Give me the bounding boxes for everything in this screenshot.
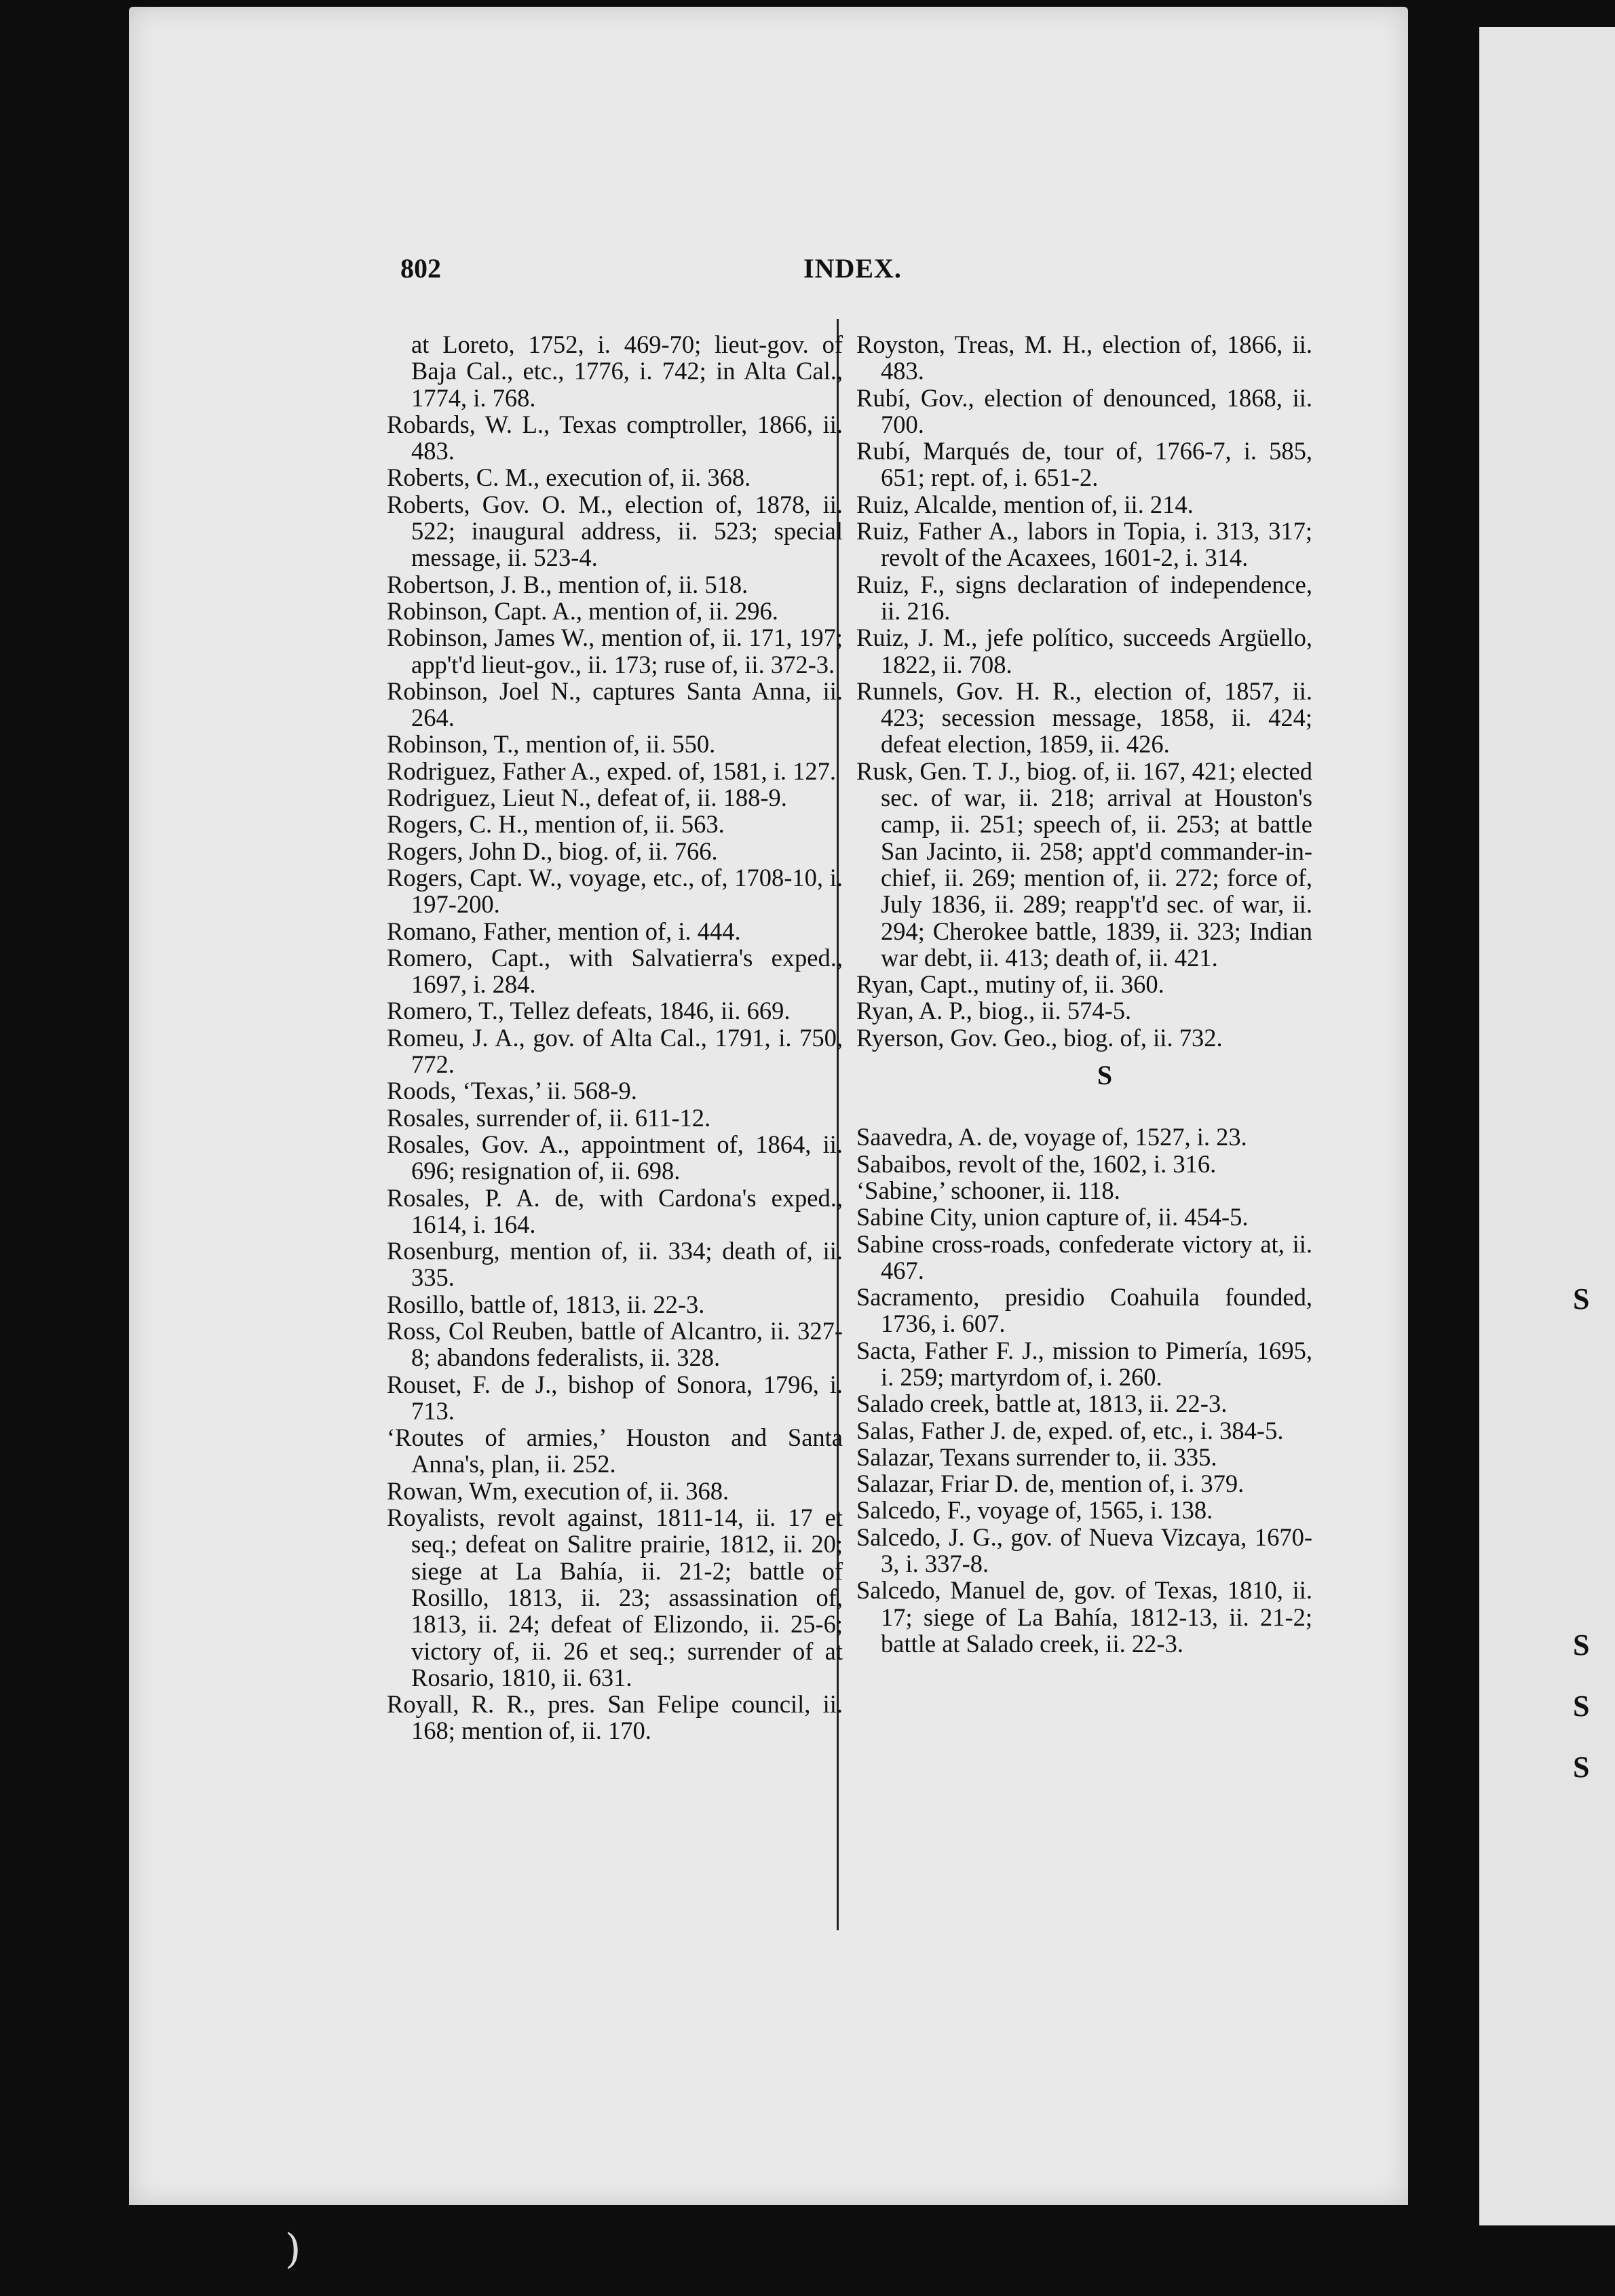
index-entry: Salcedo, F., voyage of, 1565, i. 138. <box>856 1496 1213 1525</box>
index-entry: Roberts, Gov. O. M., election of, 1878, ii. 522; inaugural address, ii. 523; special message, ii. 523-4. <box>387 490 843 572</box>
index-entry: Rodriguez, Lieut N., defeat of, ii. 188-9. <box>387 784 787 812</box>
index-column-left <box>387 331 843 1744</box>
index-entry: Robards, W. L., Texas comptroller, 1866, ii. 483. <box>387 410 843 465</box>
index-entry: Robertson, J. B., mention of, ii. 518. <box>387 570 748 598</box>
facing-page-letter: S <box>1573 1628 1590 1662</box>
index-entry: Sacta, Father F. J., mission to Pimería, 1695, i. 259; martyrdom of, i. 260. <box>856 1336 1312 1391</box>
index-entry: Robinson, Joel N., captures Santa Anna, ii. 264. <box>387 676 843 732</box>
section-letter-heading: S <box>1097 1060 1113 1091</box>
index-entry: ‘Routes of armies,’ Houston and Santa Anna's, plan, ii. 252. <box>387 1423 843 1478</box>
index-entry: Royston, Treas, M. H., election of, 1866, ii. 483. <box>856 330 1312 385</box>
index-entry: Salado creek, battle at, 1813, ii. 22-3. <box>856 1390 1228 1418</box>
index-entry: Robinson, T., mention of, ii. 550. <box>387 730 716 759</box>
index-entry: Ruiz, Alcalde, mention of, ii. 214. <box>856 490 1194 518</box>
index-entry: ‘Sabine,’ schooner, ii. 118. <box>856 1176 1120 1204</box>
index-entry: Salazar, Texans surrender to, ii. 335. <box>856 1442 1217 1471</box>
index-entry: Salas, Father J. de, exped. of, etc., i. 384-5. <box>856 1416 1284 1444</box>
index-entry: Royalists, revolt against, 1811-14, ii. 17 et seq.; defeat on Salitre prairie, 1812, ii. 20; siege at La Bahía, ii. 21-2; battle of Rosillo, 1813, ii. 23; assassination of, 1813, ii. 24; defeat of Elizondo, ii. 25-6; victory of, ii. 26 et seq.; surrender of at Rosario, 1810, ii. 631. <box>387 1504 843 1691</box>
index-entry: Romero, Capt., with Salvatierra's exped., 1697, i. 284. <box>387 943 843 999</box>
index-entry: Robinson, Capt. A., mention of, ii. 296. <box>387 596 778 625</box>
index-entry: Sabine City, union capture of, ii. 454-5. <box>856 1203 1249 1231</box>
index-entry: Rubí, Marqués de, tour of, 1766-7, i. 585, 651; rept. of, i. 651-2. <box>856 437 1312 492</box>
index-entry: Rogers, John D., biog. of, ii. 766. <box>387 837 718 865</box>
index-entry: Royall, R. R., pres. San Felipe council, ii. 168; mention of, ii. 170. <box>387 1690 843 1745</box>
index-entry: Ruiz, F., signs declaration of independence, ii. 216. <box>856 570 1312 625</box>
margin-mark: ) <box>285 2225 301 2273</box>
facing-page-edge <box>1479 27 1615 2225</box>
facing-page-letter: S <box>1573 1282 1590 1316</box>
index-entry: Robinson, James W., mention of, ii. 171, 197; app't'd lieut-gov., ii. 173; ruse of, ii. 372-3. <box>387 624 843 678</box>
index-entry: Ruiz, Father A., labors in Topia, i. 313, 317; revolt of the Acaxees, 1601-2, i. 314. <box>856 517 1312 572</box>
facing-page-letters <box>1573 1269 1589 1798</box>
index-entry: Ryan, A. P., biog., ii. 574-5. <box>856 997 1132 1025</box>
page-number: 802 <box>400 253 441 284</box>
index-entry: Roods, ‘Texas,’ ii. 568-9. <box>387 1077 637 1105</box>
index-entry: Rosillo, battle of, 1813, ii. 22-3. <box>387 1290 705 1318</box>
index-entry: Rosales, P. A. de, with Cardona's exped., 1614, i. 164. <box>387 1183 843 1238</box>
index-entry: Rusk, Gen. T. J., biog. of, ii. 167, 421; elected sec. of war, ii. 218; arrival at Houston's camp, ii. 251; speech of, ii. 253; at battle San Jacinto, ii. 258; appt'd commander-in-chief, ii. 269; mention of, ii. 272; force of, July 1836, ii. 289; reapp't'd sec. of war, ii. 294; Cherokee battle, 1839, ii. 323; Indian war debt, ii. 413; death of, ii. 421. <box>856 757 1312 972</box>
index-entry: Salcedo, J. G., gov. of Nueva Vizcaya, 1670-3, i. 337-8. <box>856 1523 1312 1578</box>
index-entry: Runnels, Gov. H. R., election of, 1857, ii. 423; secession message, 1858, ii. 424; defeat election, 1859, ii. 426. <box>856 676 1312 759</box>
index-entry: Ross, Col Reuben, battle of Alcantro, ii. 327-8; abandons federalists, ii. 328. <box>387 1316 843 1372</box>
index-entry: Salcedo, Manuel de, gov. of Texas, 1810, ii. 17; siege of La Bahía, 1812-13, ii. 21-2; battle at Salado creek, ii. 22-3. <box>856 1576 1312 1658</box>
index-entry: Rosales, surrender of, ii. 611-12. <box>387 1103 711 1132</box>
index-entry: Sabaibos, revolt of the, 1602, i. 316. <box>856 1149 1217 1178</box>
index-entry: Rouset, F. de J., bishop of Sonora, 1796, i. 713. <box>387 1370 843 1425</box>
index-entry: Rogers, Capt. W., voyage, etc., of, 1708-10, i. 197-200. <box>387 863 843 919</box>
page-title: INDEX. <box>803 253 902 284</box>
index-entry: Rodriguez, Father A., exped. of, 1581, i. 127. <box>387 757 836 785</box>
index-entry: Ryerson, Gov. Geo., biog. of, ii. 732. <box>856 1023 1223 1052</box>
facing-page-letter: S <box>1573 1750 1590 1784</box>
index-entry: Sabine cross-roads, confederate victory at, ii. 467. <box>856 1229 1312 1284</box>
facing-page-letter: S <box>1573 1689 1590 1723</box>
index-entry: Rosenburg, mention of, ii. 334; death of, ii. 335. <box>387 1237 843 1292</box>
index-entry: Salazar, Friar D. de, mention of, i. 379. <box>856 1470 1244 1498</box>
index-column-right <box>856 331 1312 1657</box>
index-entry: Romeu, J. A., gov. of Alta Cal., 1791, i. 750, 772. <box>387 1023 843 1079</box>
index-entry: Romero, T., Tellez defeats, 1846, ii. 669. <box>387 997 791 1025</box>
index-entry: Roberts, C. M., execution of, ii. 368. <box>387 463 751 492</box>
index-entry: Romano, Father, mention of, i. 444. <box>387 917 741 945</box>
index-entry: Ryan, Capt., mutiny of, ii. 360. <box>856 970 1164 999</box>
index-entry: Rosales, Gov. A., appointment of, 1864, ii. 696; resignation of, ii. 698. <box>387 1130 843 1185</box>
index-entry: Sacramento, presidio Coahuila founded, 1736, i. 607. <box>856 1283 1312 1338</box>
index-entry: Rowan, Wm, execution of, ii. 368. <box>387 1476 729 1505</box>
index-entry: Ruiz, J. M., jefe político, succeeds Argüello, 1822, ii. 708. <box>856 624 1312 678</box>
index-entry: Rogers, C. H., mention of, ii. 563. <box>387 810 725 839</box>
index-entry: Rubí, Gov., election of denounced, 1868, ii. 700. <box>856 383 1312 438</box>
index-entry: at Loreto, 1752, i. 469-70; lieut-gov. of Baja Cal., etc., 1776, i. 742; in Alta Cal., 1774, i. 768. <box>411 330 843 412</box>
index-entry: Saavedra, A. de, voyage of, 1527, i. 23. <box>856 1123 1247 1151</box>
running-head <box>400 252 1391 293</box>
